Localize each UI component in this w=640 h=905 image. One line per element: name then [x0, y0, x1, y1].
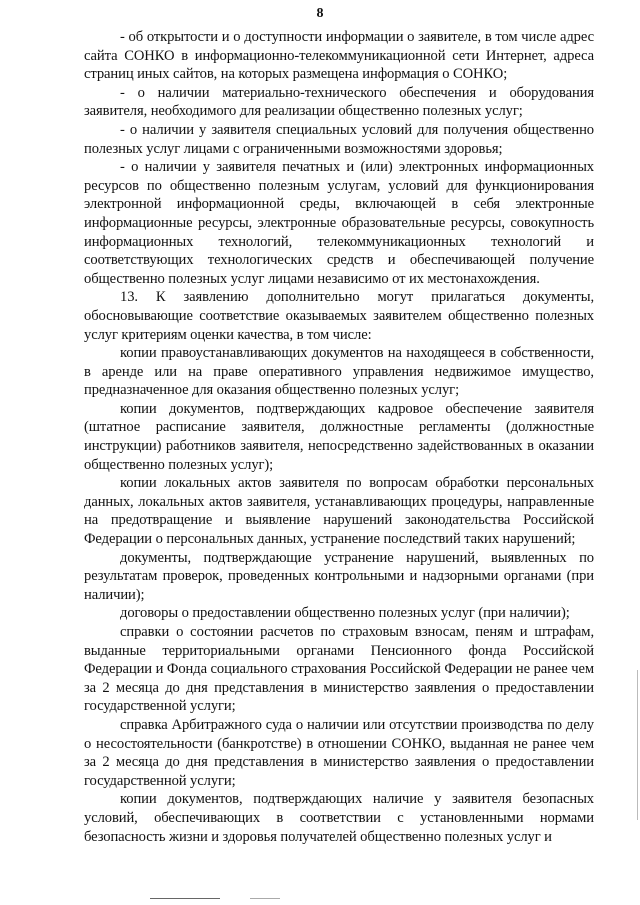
scan-artifact-line: [250, 898, 280, 899]
paragraph-safety-documents: копии документов, подтверждающих наличие у заявителя безопасных условий, обеспечивающих в соответствии с установленными нормами безопасность жизни и здоровья получателей общественно полезных услуг и: [84, 791, 594, 845]
paragraph-personal-data-acts: копии локальных актов заявителя по вопросам обработки персональных данных, локальных актов заявителя, устанавливающих процедуры, направленные на предотвращение и выявление нарушений законодательства Российской Федерации о персональных данных, устранение последствий таких нарушений;: [84, 475, 594, 548]
paragraph-material-support: - о наличии материально-технического обеспечения и оборудования заявителя, необходимого для реализации общественно полезных услуг;: [84, 84, 594, 120]
paragraph-staffing-documents: копии документов, подтверждающих кадровое обеспечение заявителя (штатное расписание заявителя, должностные регламенты (должностные инструкции) работников заявителя, непосредственно задействованных в оказании общественно полезных услуг);: [84, 400, 594, 473]
document-body: [84, 28, 594, 846]
paragraph-item-13: 13. К заявлению дополнительно могут прилагаться документы, обосновывающие соответствие оказываемых заявителем общественно полезных услуг критериям оценки качества, в том числе:: [84, 289, 594, 343]
scan-edge-artifact: [637, 670, 638, 820]
paragraph-information-resources: - о наличии у заявителя печатных и (или) электронных информационных ресурсов по общественно полезным услугам, условий для функционирования электронной информационной среды, включающей в себя электронные информационные ресурсы, электронные образовательные ресурсы, совокупность информационных технологий, телекоммуникационных технологий и соответствующих технологических средств и обеспечивающей получение общественно полезных услуг лицами независимо от их местонахождения.: [84, 159, 594, 287]
paragraph-openness-info: - об открытости и о доступности информации о заявителе, в том числе адрес сайта СОНКО в информационно-телекоммуникационной сети Интернет, адреса страниц иных сайтов, на которых размещена информация о СОНКО;: [84, 29, 594, 83]
paragraph-violation-remediation: документы, подтверждающие устранение нарушений, выявленных по результатам проверок, проведенных контрольными и надзорными органами (при наличии);: [84, 549, 594, 603]
paragraph-title-documents: копии правоустанавливающих документов на находящееся в собственности, в аренде или на праве оперативного управления недвижимое имущество, предназначенное для оказания общественно полезных услуг;: [84, 345, 594, 399]
paragraph-insurance-certificates: справки о состоянии расчетов по страховым взносам, пеням и штрафам, выданные территориальными органами Пенсионного фонда Российской Федерации и Фонда социального страхования Российской Федерации не ранее чем за 2 месяца до дня представления в министерство заявления о предоставлении государственной услуги;: [84, 624, 594, 715]
paragraph-special-conditions: - о наличии у заявителя специальных условий для получения общественно полезных услуг лицами с ограниченными возможностями здоровья;: [84, 121, 594, 157]
paragraph-service-contracts: договоры о предоставлении общественно полезных услуг (при наличии);: [120, 605, 570, 622]
scan-artifact-line: [150, 898, 220, 899]
paragraph-arbitration-certificate: справка Арбитражного суда о наличии или отсутствии производства по делу о несостоятельности (банкротстве) в отношении СОНКО, выданная не ранее чем за 2 месяца до дня представления в министерство заявления о предоставлении государственной услуги;: [84, 716, 594, 789]
page-number: 8: [316, 6, 324, 21]
